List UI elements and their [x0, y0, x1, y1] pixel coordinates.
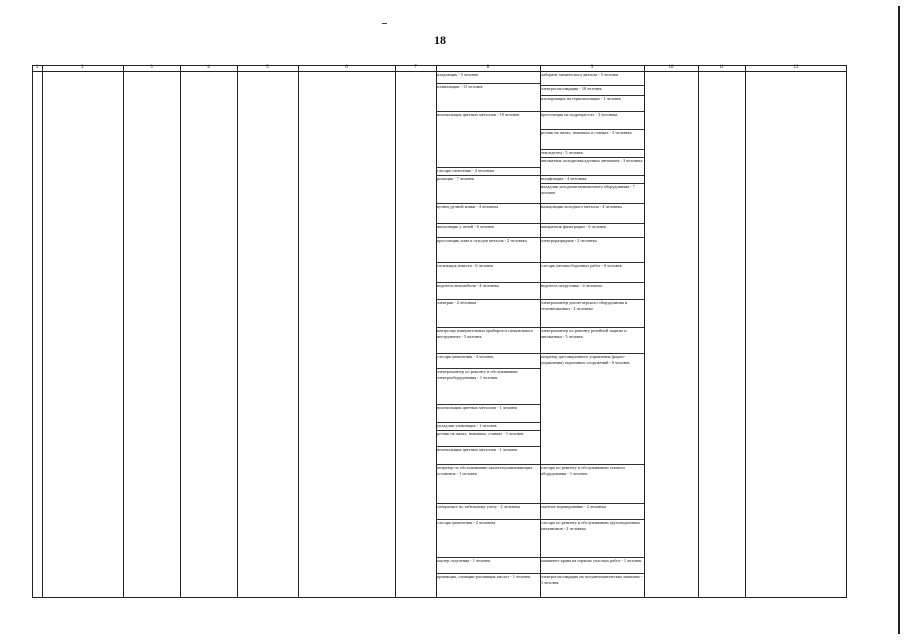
col8-cell: слесарь-ремонтник - 2 человека — [436, 520, 540, 558]
col9-cell: электроразрядчик - 2 человека — [540, 238, 644, 263]
col-divider — [745, 65, 746, 598]
col9-cell: вальцовщик холодного металла - 4 человека — [540, 204, 644, 224]
staffing-table — [32, 65, 847, 598]
col8-cell: волочильщик цветных металлов - 1 человек — [436, 447, 540, 465]
page-number: 18 — [434, 33, 446, 47]
col8-cell: шихтовщик у печей - 6 человек — [436, 224, 540, 238]
page-edge-line — [898, 6, 900, 634]
col8-cell: специалист по табельному учету - 2 человека — [436, 504, 540, 520]
col9-cell: слесарь по ремонту и обслуживанию грузоподъемных механизмов - 2 человека — [540, 520, 644, 558]
col9-cell: электрогазосварщик на полуавтоматических машинах - 1 человек — [541, 574, 643, 585]
col8-cell: слесарь-ремонтник - 4 человек — [436, 354, 540, 369]
col9-cell: оператор дистанционного управления (радио-управления) подъемных сооружений - 6 человек — [540, 354, 644, 465]
col-header: 5 — [266, 65, 269, 70]
col9-cell: электромонтер по ремонту релейной защиты и автоматики - 5 человек — [540, 328, 644, 354]
col8-cell: кузнец ручной ковки - 4 человека — [436, 204, 540, 224]
col9-cell: резчик на пилах, ножовках и станках - 3 человека — [540, 130, 644, 150]
col8-cell: волочильщик цветных металлов - 10 человек — [436, 112, 540, 168]
col-divider — [180, 65, 181, 598]
col8-cell: приемщик, сливщик-разливщик кислот - 1 человек — [437, 574, 531, 579]
col8-cell: мастер отделения - 1 человек — [436, 558, 540, 574]
col8-cell: контролер измерительных приборов и специального инструмента - 5 человек — [436, 328, 540, 354]
col-header: 8 — [486, 65, 490, 70]
col9-cell: сметное нормирование - 2 человека — [540, 504, 644, 520]
col9-cell: электромонтер диспетчерского оборудования и телеавтоматики - 2 человека — [540, 300, 644, 328]
col-header: 2 — [81, 65, 84, 70]
col-divider — [42, 65, 43, 598]
col9-cell: слесарь по ремонту и обслуживанию газового оборудования - 1 человек — [540, 465, 644, 504]
mark-dash — [382, 23, 387, 24]
col9-cell: лаборант химического анализа - 5 человек — [540, 72, 644, 86]
col8-cell: резчик на пилах, ножовках, станках - 1 человек — [436, 431, 540, 447]
col9-cell: прессовщик на гидропрессах - 3 человека — [540, 112, 644, 130]
col8-cell: электрик - 2 человека — [436, 300, 540, 328]
col9-cell: наладчик холодноштамповочного оборудования - 7 человек — [540, 184, 644, 204]
col8-cell: гасильщик извести - 6 человек — [436, 263, 540, 283]
col-header: 3 — [150, 65, 153, 70]
col8-cell: оператор по обслуживанию пылегазоулавливающих установок - 1 человек — [436, 465, 540, 504]
col9-cell: земледелец - 5 человек — [540, 150, 644, 158]
col9-cell: автоматчик холодновысадочных автоматов - 3 человека — [540, 158, 644, 176]
col9-cell: аппаратчик фильтрации - 6 человек — [540, 224, 644, 238]
col9-cell: электрогазосварщик - 10 человек — [540, 86, 644, 96]
col-divider — [298, 65, 299, 598]
col8-cell: слесарь-сантехник - 4 человека — [436, 168, 540, 176]
col9-cell: слесарь механосборочных работ - 6 человек — [540, 263, 644, 283]
col8-cell: водитель автомобиля - 4 человека — [436, 283, 540, 300]
col-header: 7 — [414, 65, 417, 70]
col8-cell: волочильщик цветных металлов - 1 человек — [436, 405, 540, 423]
col9-cell: машинист крана на горячих участках работ - 1 человек — [540, 558, 644, 574]
col-header: 6 — [345, 65, 348, 70]
col8-cell: рольщик - 7 человек — [436, 176, 540, 204]
col-divider — [237, 65, 238, 598]
col-header: 11 — [719, 65, 724, 70]
col-header: 9 — [590, 65, 594, 70]
col-header: 1 — [35, 65, 39, 70]
col-divider — [123, 65, 124, 598]
col-divider — [644, 65, 645, 598]
col-header: 12 — [793, 65, 799, 70]
col9-cell: шлифовщик - 4 человека — [540, 176, 644, 184]
col8-cell: плавильщик - 11 человек — [436, 84, 540, 112]
col-header: 4 — [207, 65, 210, 70]
col8-cell: прессовщик лома и отходов металла - 2 человека — [436, 238, 540, 263]
col8-cell: кладовщик - 5 человек — [436, 72, 540, 84]
col-divider — [395, 65, 396, 598]
col8-cell: укладчик-упаковщик - 1 человек — [436, 423, 540, 431]
col-divider — [698, 65, 699, 598]
col8-cell: электромонтер по ремонту и обслуживанию электрооборудования - 1 человек — [436, 369, 540, 405]
col9-cell: изолировщик на термоизоляции - 1 человек — [540, 96, 644, 112]
col9-cell: водитель погрузчика - 4 человека — [540, 283, 644, 300]
col-header: 10 — [668, 65, 674, 70]
